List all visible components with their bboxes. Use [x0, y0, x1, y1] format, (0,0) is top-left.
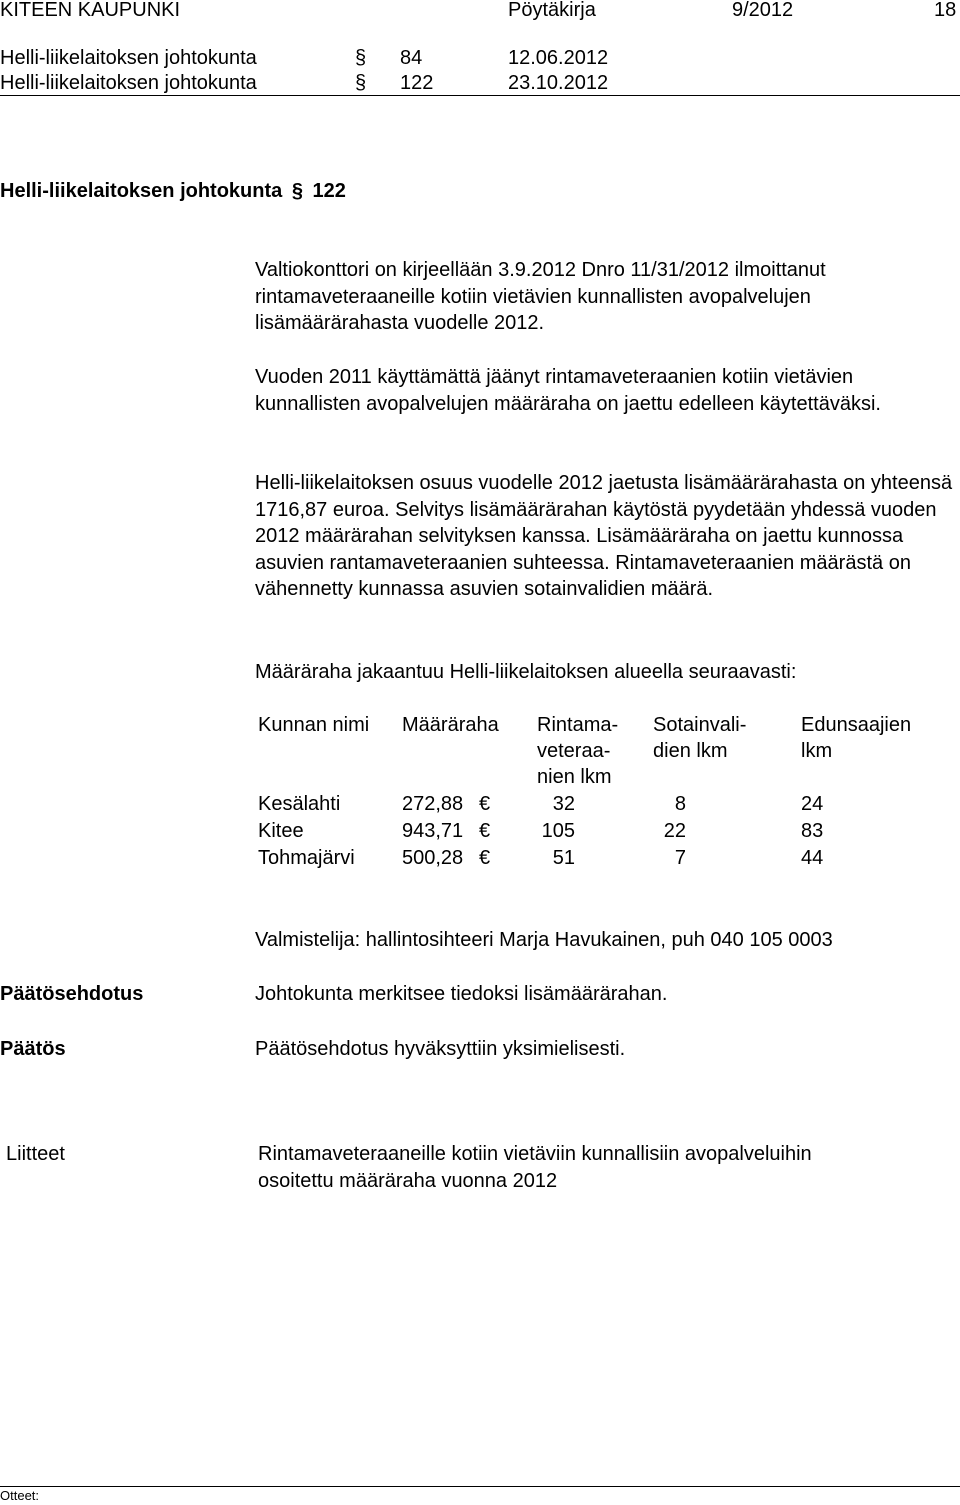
decision-label: Päätös	[0, 1038, 66, 1060]
org-name: KITEEN KAUPUNKI	[0, 0, 181, 21]
col-header-invalids-2: dien lkm	[653, 740, 728, 762]
paragraph-4-text: Määräraha jakaantuu Helli-liikelaitoksen alueella seuraavasti:	[255, 661, 797, 683]
euro-icon: €	[479, 820, 491, 842]
header-body-2: Helli-liikelaitoksen johtokunta	[0, 72, 257, 94]
table-row-invalids: 22	[663, 820, 686, 842]
paragraph-2	[255, 364, 955, 417]
paragraph-1-text: Valtiokonttori on kirjeellään 3.9.2012 Dnro 11/31/2012 ilmoittanut rintamaveteraaneille kotiin vietävien kunnallisten avopalvelujen lisämäärärahasta vuodelle 2012.	[255, 259, 826, 334]
decision-text: Päätösehdotus hyväksyttiin yksimielisesti.	[255, 1038, 626, 1060]
header-body-1: Helli-liikelaitoksen johtokunta	[0, 47, 257, 69]
heading-body: Helli-liikelaitoksen johtokunta	[0, 180, 283, 202]
paragraph-3	[255, 470, 955, 603]
col-header-amount: Määräraha	[402, 714, 499, 736]
header-date-1: 12.06.2012	[508, 47, 609, 69]
page-number: 18	[934, 0, 957, 21]
col-header-veterans-3: nien lkm	[537, 766, 612, 788]
table-row-beneficiaries: 44	[801, 847, 824, 869]
footer-label: Otteet:	[0, 1488, 40, 1503]
table-row-beneficiaries: 24	[801, 793, 824, 815]
table-row-veterans: 32	[552, 793, 575, 815]
header-number-2: 122	[400, 72, 434, 94]
header-date-2: 23.10.2012	[508, 72, 609, 94]
table-row-amount: 272,88	[402, 793, 464, 815]
heading-number: 122	[312, 180, 346, 202]
paragraph-4	[255, 659, 955, 686]
col-header-name: Kunnan nimi	[258, 714, 370, 736]
table-row-name: Kitee	[258, 820, 304, 842]
col-header-beneficiaries-2: lkm	[801, 740, 833, 762]
table-row-beneficiaries: 83	[801, 820, 824, 842]
table-row-invalids: 7	[674, 847, 686, 869]
doc-type: Pöytäkirja	[508, 0, 596, 21]
section-heading	[0, 178, 346, 204]
section-sign-icon: §	[355, 72, 367, 94]
proposal-label: Päätösehdotus	[0, 983, 144, 1005]
col-header-beneficiaries-1: Edunsaajien	[801, 714, 912, 736]
table-row-name: Tohmajärvi	[258, 847, 355, 869]
table-row-name: Kesälahti	[258, 793, 341, 815]
euro-icon: €	[479, 847, 491, 869]
table-row-amount: 500,28	[402, 847, 464, 869]
col-header-veterans-1: Rintama-	[537, 714, 619, 736]
footer-divider	[0, 1486, 960, 1487]
attachments-line-1: Rintamaveteraaneille kotiin vietäviin kunnallisiin avopalveluihin	[258, 1143, 812, 1165]
table-row-amount: 943,71	[402, 820, 464, 842]
proposal-text: Johtokunta merkitsee tiedoksi lisämäärärahan.	[255, 983, 668, 1005]
table-row-veterans: 51	[552, 847, 575, 869]
col-header-invalids-1: Sotainvali-	[653, 714, 747, 736]
table-row-invalids: 8	[674, 793, 686, 815]
paragraph-2-text: Vuoden 2011 käyttämättä jäänyt rintamaveteraanien kotiin vietävien kunnallisten avopalvelujen määräraha on jaettu edelleen käytettäväksi.	[255, 366, 881, 415]
table-row-veterans: 105	[541, 820, 575, 842]
header-divider	[0, 95, 960, 96]
section-sign-icon: §	[355, 47, 367, 69]
preparer-line: Valmistelija: hallintosihteeri Marja Havukainen, puh 040 105 0003	[255, 929, 833, 951]
section-sign-icon: §	[291, 180, 303, 202]
doc-number: 9/2012	[732, 0, 794, 21]
paragraph-3-text: Helli-liikelaitoksen osuus vuodelle 2012 jaetusta lisämäärärahasta on yhteensä 1716,87 euroa. Selvitys lisämäärärahan käytöstä pyydetään yhdessä vuoden 2012 määrärahan selvityksen kanssa. Lisämääräraha on jaettu kunnossa asuvien rantamaveteraanien suhteessa. Rintamaveteraanien määrästä on vähennetty kunnassa asuvien sotainvalidien määrä.	[255, 472, 953, 600]
attachments-line-2: osoitettu määräraha vuonna 2012	[258, 1170, 558, 1192]
attachments-label: Liitteet	[6, 1143, 65, 1165]
paragraph-1	[255, 257, 955, 337]
col-header-veterans-2: veteraa-	[537, 740, 611, 762]
euro-icon: €	[479, 793, 491, 815]
header-number-1: 84	[400, 47, 423, 69]
